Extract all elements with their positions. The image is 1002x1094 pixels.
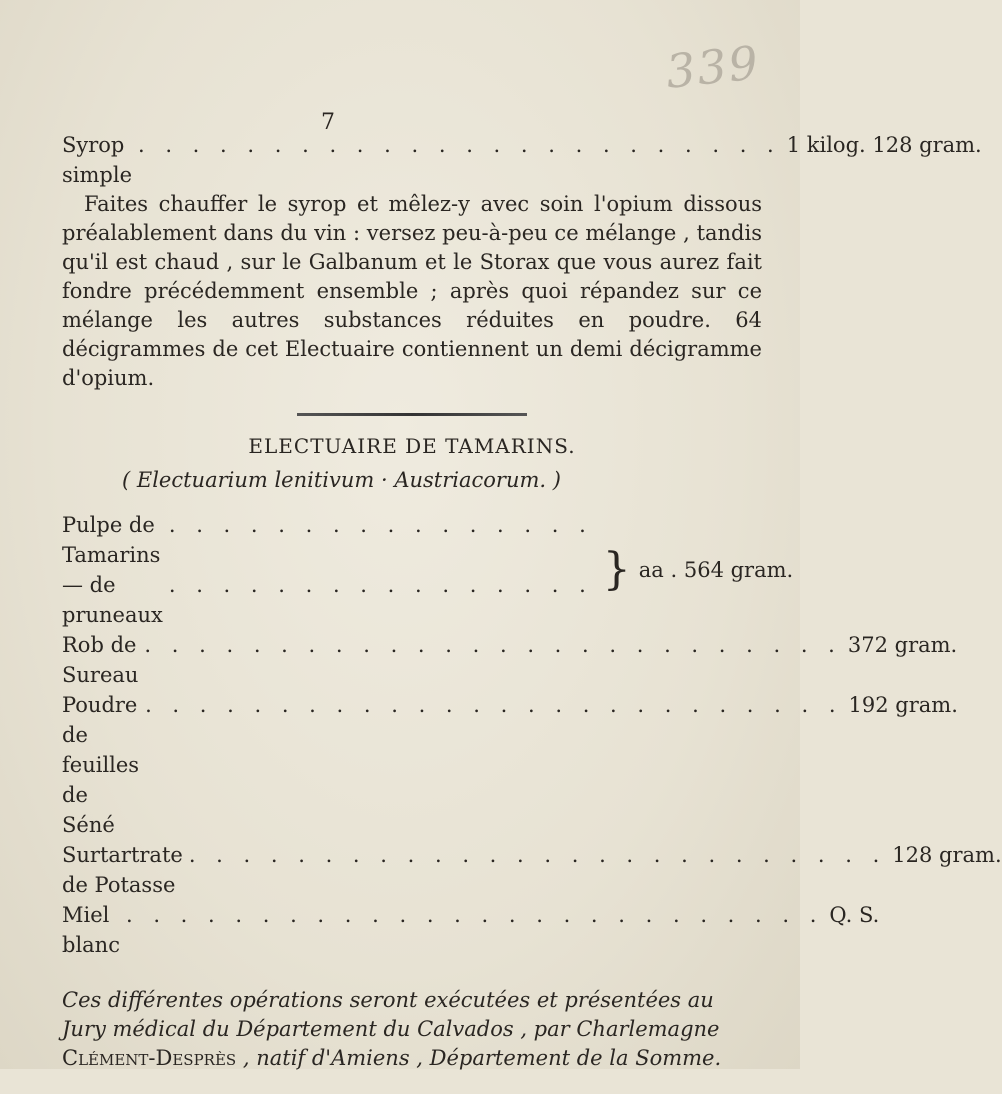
leader-dots: . . . . . . . . . . . . . . . .: [168, 513, 593, 537]
ingredient-name: Miel blanc: [62, 903, 120, 957]
ingredient-line: [62, 690, 958, 840]
grouped-quantity: aa . 564 gram.: [638, 558, 794, 582]
closing-text-before: Ces différentes opérations seront exécutées et présentées au Jury médical du Département du Calvados , par Charlemagne: [62, 988, 720, 1041]
ingredient-line: [62, 900, 880, 960]
ingredient-quantity: 192 gram.: [848, 693, 958, 717]
section-divider: [297, 413, 527, 416]
instructions-paragraph: Faites chauffer le syrop et mêlez-y avec soin l'opium dissous préalablement dans du vin : versez peu-à-peu ce mélange , tandis qu'il est chaud , sur le Galbanum et le Storax que vous aurez fait fondre précédemment ensemble ; après quoi répandez sur ce mélange les autres substances réduites en poudre. 64 décigrammes de cet Electuaire contiennent un demi décigramme d'opium.: [62, 192, 762, 390]
ingredient-quantity: 128 gram.: [892, 843, 1002, 867]
section-title: ELECTUAIRE DE TAMARINS.: [248, 434, 576, 458]
page-number: 7: [321, 110, 335, 135]
leader-dots: . . . . . . . . . . . . . . . .: [168, 573, 593, 597]
page-content: [62, 130, 1002, 1094]
leader-dots: . . . . . . . . . . . . . . . . . . . . . . . . . .: [145, 693, 843, 717]
brace-symbol: }: [602, 544, 631, 595]
grouped-ingredient-list: [62, 510, 599, 630]
ingredient-quantity: 372 gram.: [847, 633, 958, 657]
closing-text-after: , natif d'Amiens , Département de la Somme.: [236, 1046, 722, 1070]
ingredient-line: [62, 510, 599, 570]
leader-dots: . . . . . . . . . . . . . . . . . . . . . . . . . .: [125, 903, 824, 927]
ingredient-quantity: Q. S.: [829, 903, 880, 927]
recipe-line-syrop: [62, 130, 982, 190]
ingredient-name: Poudre de feuilles de Séné: [62, 693, 140, 837]
leader-dots: . . . . . . . . . . . . . . . . . . . . . . . .: [137, 133, 781, 157]
ingredient-quantity: 1 kilog. 128 gram.: [786, 133, 982, 157]
author-name: Clément-Desprès: [62, 1046, 237, 1070]
ingredient-line: [62, 570, 599, 630]
ingredient-name: Pulpe de Tamarins: [62, 513, 161, 567]
handwritten-folio-mark: 339: [663, 35, 763, 99]
ingredient-line: [62, 630, 958, 690]
section-latin-title: ( Electuarium lenitivum · Austriacorum. ): [122, 468, 561, 492]
leader-dots: . . . . . . . . . . . . . . . . . . . . . . . . . .: [144, 633, 842, 657]
leader-dots: . . . . . . . . . . . . . . . . . . . . . . . . . .: [188, 843, 887, 867]
ingredient-name: Syrop simple: [62, 133, 132, 187]
grouped-ingredients: [62, 510, 794, 630]
ingredient-name: — de pruneaux: [62, 573, 163, 627]
ingredient-name: Rob de Sureau: [62, 633, 139, 687]
closing-note: [62, 986, 762, 1073]
ingredient-name: Surtartrate de Potasse: [62, 843, 183, 897]
ingredient-line: [62, 840, 1002, 900]
